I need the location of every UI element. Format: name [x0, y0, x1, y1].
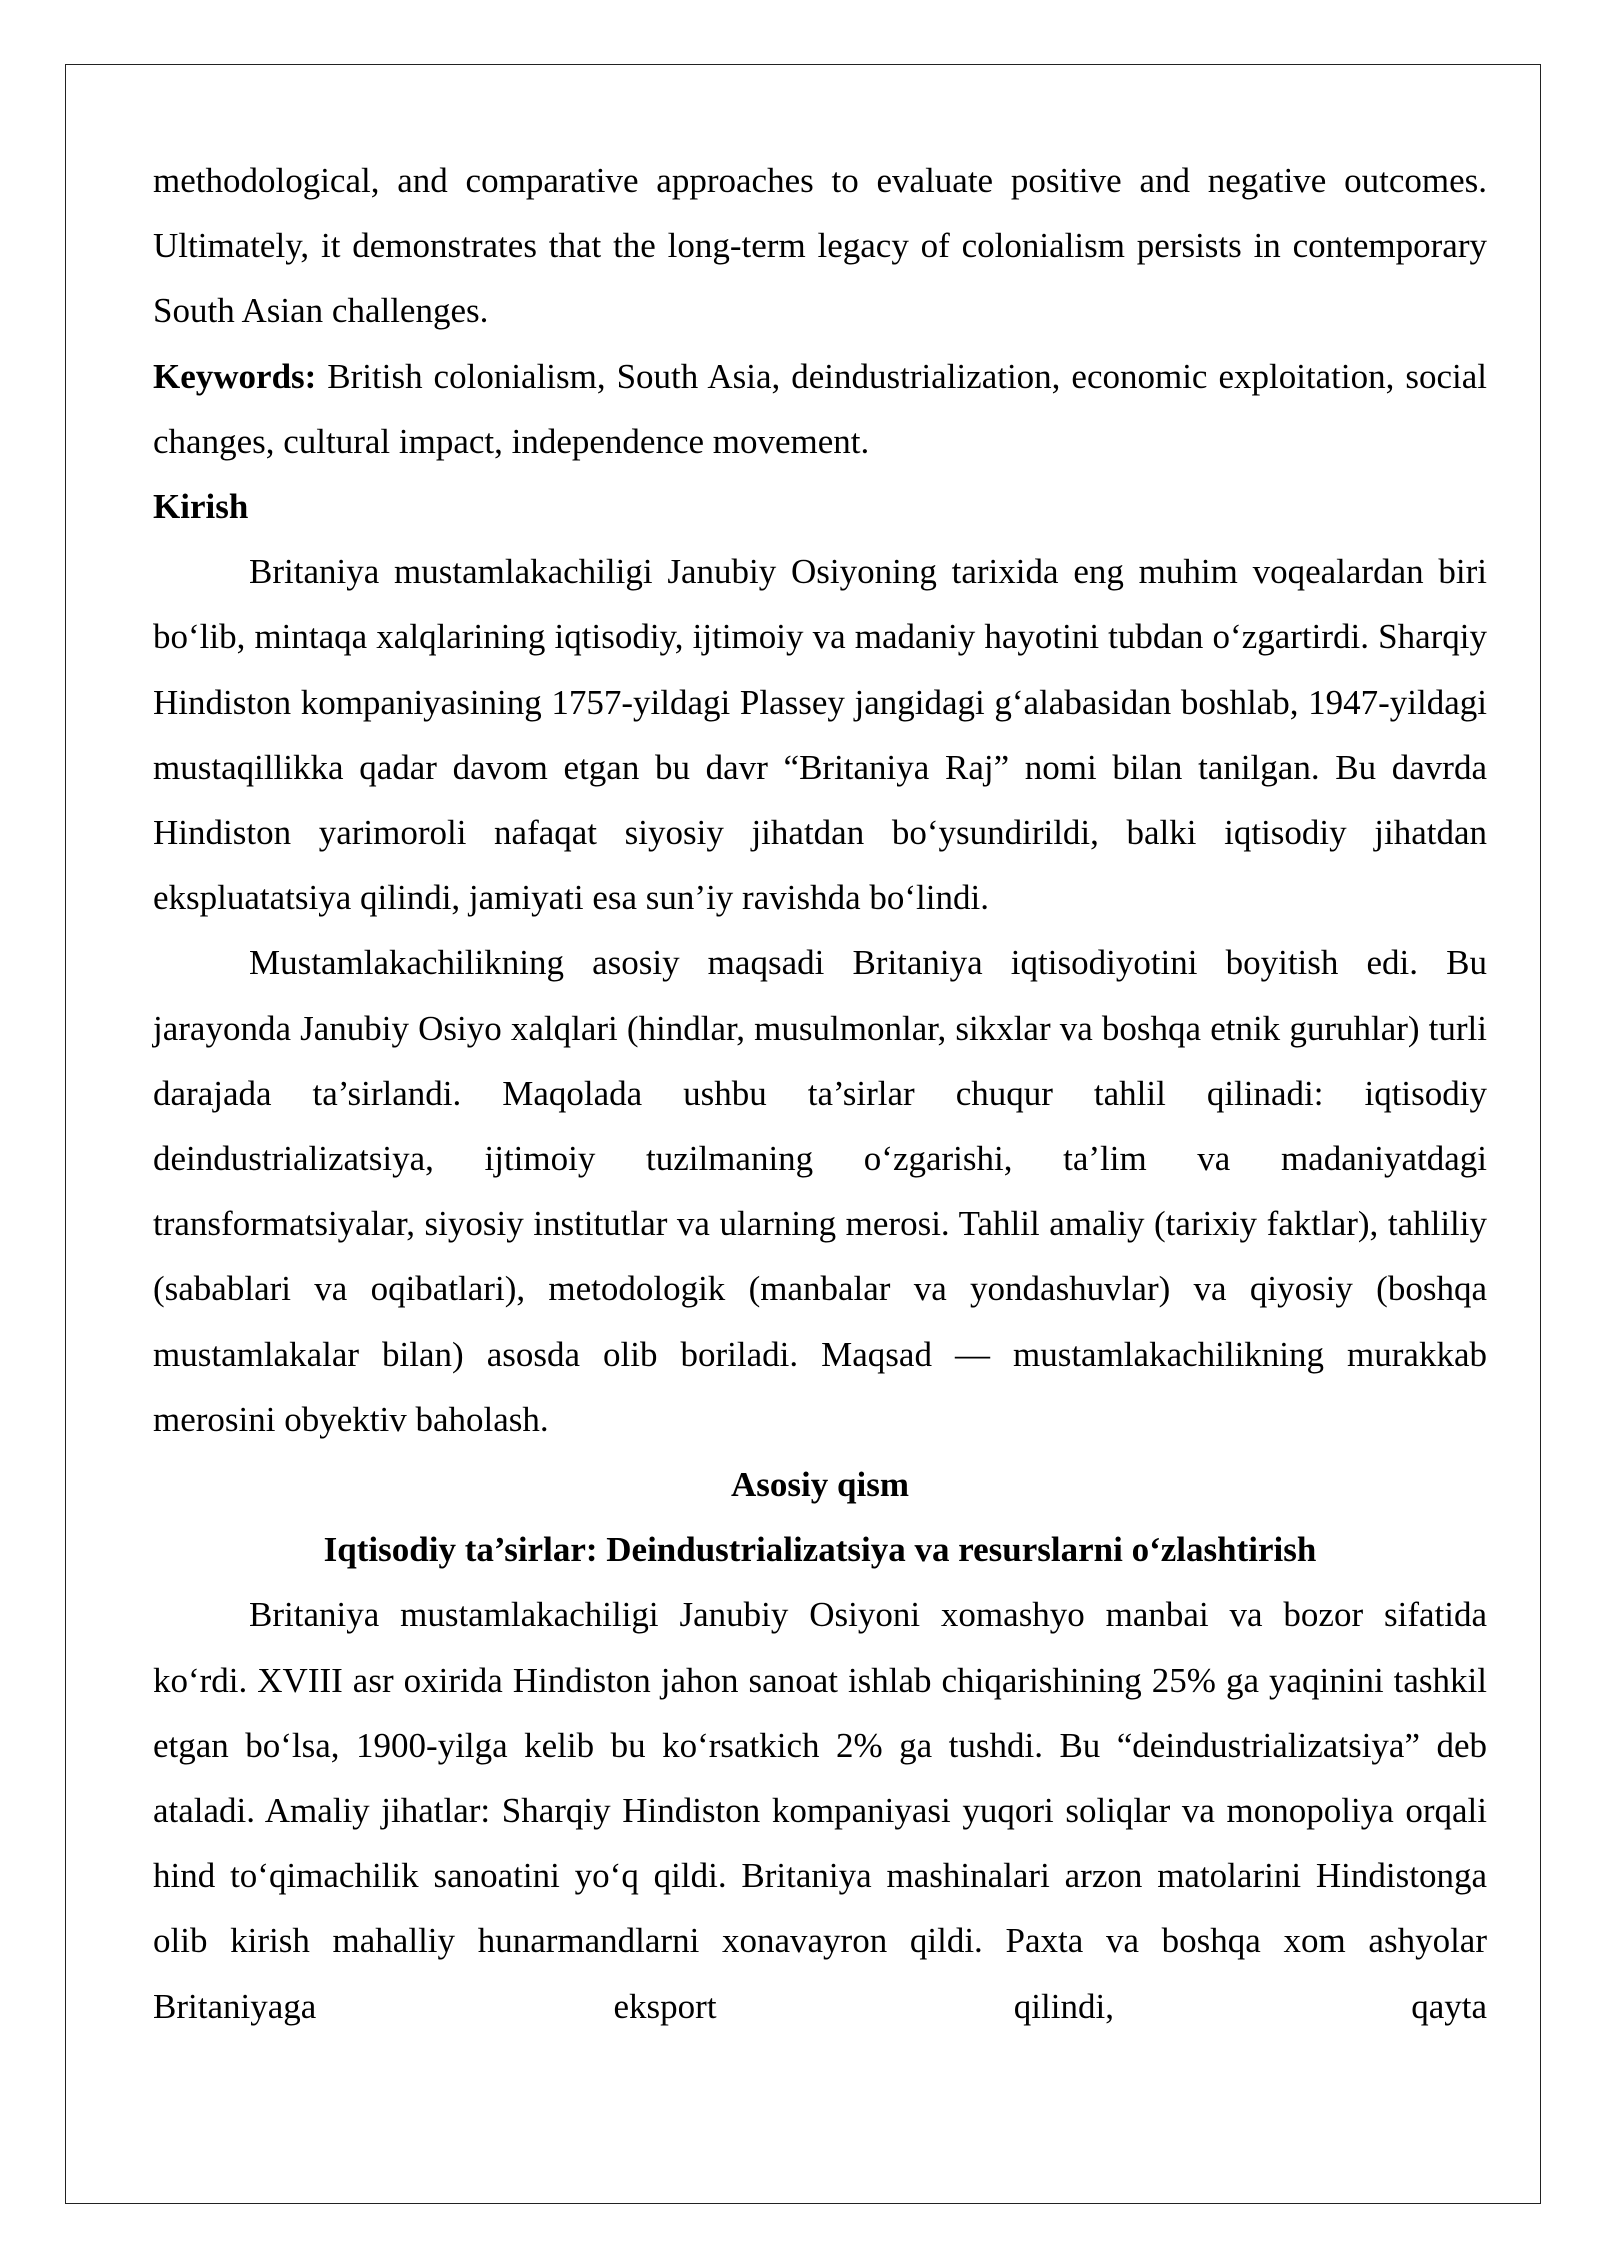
keywords-paragraph [153, 344, 1487, 474]
intro-paragraph-1: Britaniya mustamlakachiligi Janubiy Osiyoning tarixida eng muhim voqealardan biri bo‘lib, mintaqa xalqlarining iqtisodiy, ijtimoiy va madaniy hayotini tubdan o‘zgartirdi. Sharqiy Hindiston kompaniyasining 1757-yildagi Plassey jangidagi g‘alabasidan boshlab, 1947-yildagi mustaqillikka qadar davom etgan bu davr “Britaniya Raj” nomi bilan tanilgan. Bu davrda Hindiston yarimoroli nafaqat siyosiy jihatdan bo‘ysundirildi, balki iqtisodiy jihatdan ekspluatatsiya qilindi, jamiyati esa sun’iy ravishda bo‘lindi. [153, 552, 1487, 918]
economic-paragraph: Britaniya mustamlakachiligi Janubiy Osiyoni xomashyo manbai va bozor sifatida ko‘rdi. XVIII asr oxirida Hindiston jahon sanoat ishlab chiqarishining 25% ga yaqinini tashkil etgan bo‘lsa, 1900-yilga kelib bu ko‘rsatkich 2% ga tushdi. Bu “deindustrializatsiya” deb ataladi. Amaliy jihatlar: Sharqiy Hindiston kompaniyasi yuqori soliqlar va monopoliya orqali hind to‘qimachilik sanoatini yo‘q qildi. Britaniya mashinalari arzon matolarini Hindistonga olib kirish mahalliy hunarmandlarni xonavayron qildi. Paxta va boshqa xom ashyolar Britaniyaga eksport qilindi, qayta [153, 1595, 1487, 2026]
document-body [153, 148, 1487, 2039]
main-section-heading: Asosiy qism [731, 1465, 909, 1505]
economic-subheading: Iqtisodiy ta’sirlar: Deindustrializatsiya va resurslarni o‘zlashtirish [323, 1530, 1317, 1570]
keywords-label: Keywords: [153, 356, 317, 396]
intro-paragraph-2: Mustamlakachilikning asosiy maqsadi Britaniya iqtisodiyotini boyitish edi. Bu jarayonda Janubiy Osiyo xalqlari (hindlar, musulmonlar, sikxlar va boshqa etnik guruhlar) turli darajada ta’sirlandi. Maqolada ushbu ta’sirlar chuqur tahlil qilinadi: iqtisodiy deindustrializatsiya, ijtimoiy tuzilmaning o‘zgarishi, ta’lim va madaniyatdagi transformatsiyalar, siyosiy institutlar va ularning merosi. Tahlil amaliy (tarixiy faktlar), tahliliy (sabablari va oqibatlari), metodologik (manbalar va yondashuvlar) va qiyosiy (boshqa mustamlakalar bilan) asosda olib boriladi. Maqsad — mustamlakachilikning murakkab merosini obyektiv baholash. [153, 943, 1487, 1439]
abstract-continuation: methodological, and comparative approaches to evaluate positive and negative outcomes. Ultimately, it demonstrates that the long-term legacy of colonialism persists in contemporary South Asian challenges. [153, 161, 1487, 331]
keywords-text: British colonialism, South Asia, deindustrialization, economic exploitation, social changes, cultural impact, independence movement. [153, 356, 1487, 461]
intro-heading: Kirish [153, 487, 249, 527]
